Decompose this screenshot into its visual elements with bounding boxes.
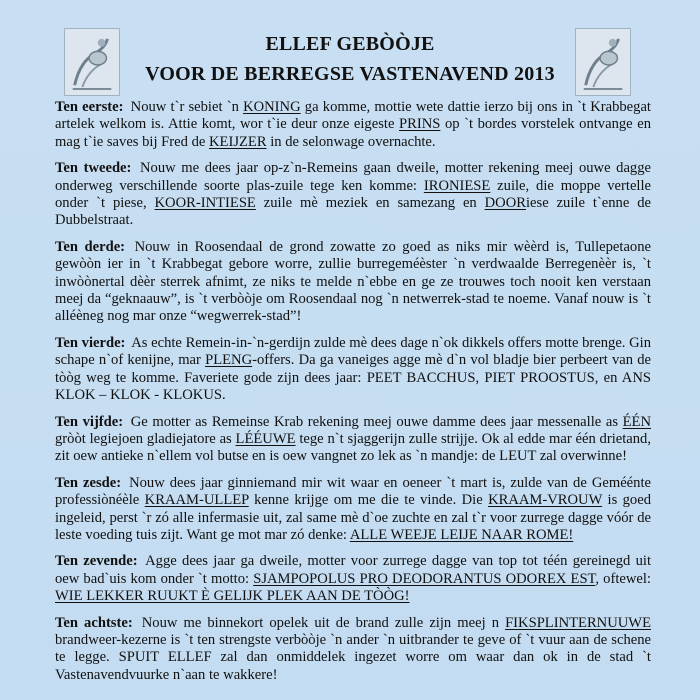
underlined-keyword: PRINS bbox=[399, 116, 441, 133]
body-text: Nouw in Roosendaal de grond zowatte zo goed as niks mir wèèrd is, Tullepetaone gewòòn ier in `t Krabbegat gebore worre, zullie burregeméèster `n verdwaalde Berregenèèr is, `t inwòònertal dèèr sterrek afnimt, ze niks te melde n`ebbe en ge ze trouwes toch nooit ken verstaan meej da “geknaauw”, is `t verbòòje om Roosendaal nog `n netwerrek-stad te noeme. Vanaf nouw is `t alléèneg nog mar onze “wegwerrek-stad”! bbox=[55, 238, 651, 325]
body-text: ga komme, mottie wete dattie ierzo bij ons in `t Krabbegat artelek welkom is. Attie komt, wor t`ie deur onze eigeste bbox=[55, 99, 651, 133]
commandment-paragraph bbox=[55, 335, 651, 405]
commandment-paragraph bbox=[55, 615, 651, 685]
underlined-keyword: KRAAM-VROUW bbox=[488, 492, 603, 509]
underlined-keyword: KRAAM-ULLEP bbox=[144, 492, 249, 509]
commandment-paragraph bbox=[55, 475, 651, 545]
body-text: in de selonwage overnachte. bbox=[266, 133, 436, 150]
commandment-heading: Ten achtste: bbox=[55, 614, 133, 631]
underlined-keyword: PLENG bbox=[205, 352, 253, 369]
underlined-keyword: LÉÉUWE bbox=[235, 430, 296, 447]
commandment-heading: Ten vierde: bbox=[55, 334, 126, 351]
body-text: Nouw t`r sebiet `n bbox=[126, 99, 244, 115]
commandment-heading: Ten zevende: bbox=[55, 553, 138, 570]
commandment-paragraph bbox=[55, 414, 651, 466]
underlined-keyword: KOOR-INTIESE bbox=[154, 195, 256, 212]
document-title: ELLEF GEBÒÒJE bbox=[265, 33, 435, 55]
commandment-heading: Ten derde: bbox=[55, 238, 126, 255]
underlined-keyword: ALLE WEEJE LEIJE NAAR ROME! bbox=[349, 526, 574, 543]
commandment-paragraph bbox=[55, 99, 651, 151]
body-text: zuile, die moppe vertelle onder `t piese, bbox=[55, 177, 652, 212]
body-text: zuile mè meziek en samezang en bbox=[255, 195, 485, 212]
commandment-paragraph bbox=[55, 553, 651, 605]
body-text: kenne krijge om me die te vinde. Die bbox=[248, 492, 489, 509]
underlined-keyword: SJAMPOPOLUS PRO DEODORANTUS ODOREX EST bbox=[253, 570, 596, 587]
body-text: tege n`t sjaggerijn zulle strijje. Ok al edde mar één drietand, zit oew antieke n`ellem vol butse en is oew vangnet zo lek as `n mandje: de LEUT zal overwinne! bbox=[55, 430, 652, 465]
commandment-heading: Ten vijfde: bbox=[55, 413, 124, 430]
document-subtitle: VOOR DE BERREGSE VASTENAVEND 2013 bbox=[145, 63, 555, 85]
underlined-keyword: WIE LEKKER RUUKT È GELIJK PLEK AAN DE TÒÒG! bbox=[55, 588, 410, 605]
commandment-heading: Ten tweede: bbox=[55, 160, 132, 177]
commandment-heading: Ten eerste: bbox=[55, 99, 124, 115]
underlined-keyword: DOOR bbox=[484, 195, 526, 212]
commandment-heading: Ten zesde: bbox=[55, 474, 122, 491]
body-text: Ge motter as Remeinse Krab rekening meej ouwe damme dees jaar messenalle as bbox=[126, 413, 623, 430]
body-text: brandweer-kezerne is `t ten strengste verbòòje `n ander `n uitbrander te geve of `t vuur aan de schene te legge. SPUIT ELLEF zal dan onmiddelek ingezet worre om waar dan ok in de stad `t Vastenavendvuurke n`aan te wakkere! bbox=[55, 631, 651, 683]
commandment-paragraph bbox=[55, 239, 651, 326]
body-text: Nouw me dees jaar op-z`n-Remeins gaan dweile, motter rekening meej ouwe dagge onderweg verschillende soorte plas-zuile tege ken komme: bbox=[55, 160, 651, 194]
underlined-keyword: KEIJZER bbox=[209, 133, 267, 150]
underlined-keyword: FIKSPLINTERNUUWE bbox=[505, 614, 651, 631]
body-text: is goed ingeleid, perst `r zó alle infermasie uit, zal same mè d`oe zuchte en zal t`r voor zurrege dagge vóór de leste voeding tuis zijt. Want ge mot mar zó denke: bbox=[55, 492, 651, 543]
underlined-keyword: ÉÉN bbox=[622, 413, 651, 430]
commandment-paragraph bbox=[55, 160, 651, 230]
underlined-keyword: IRONIESE bbox=[423, 177, 491, 194]
body-text: -offers. Da ga vaneiges agge mè d`n vol bladje bier perbeert van de tòòg weg te komme. Faveriete gode zijn dees jaar: PEET BACCHUS, PIET PROOSTUS, en ANS KLOK – KLOK - KLOKUS. bbox=[55, 352, 651, 404]
body-text: Nouw dees jaar ginniemand mir wit waar en oeneer `t mart is, zulde van de Geméénte professiònéèle bbox=[55, 474, 651, 509]
body-text: , oftewel: bbox=[595, 570, 651, 587]
body-text: Nouw me binnekort opelek uit de brand zulle zijn meej n bbox=[135, 614, 506, 631]
underlined-keyword: KONING bbox=[243, 99, 301, 115]
body-text: Agge dees jaar ga dweile, motter voor zurrege dagge van top tot téén gereinegd uit oew bad`uis kom onder `t motto: bbox=[55, 553, 652, 587]
commandments-list bbox=[55, 99, 651, 693]
body-text: As echte Remein-in-`n-gerdijn zulde mè dees dage n`ok dikkels offers motte brenge. Gin schape n`of kenijne, mar bbox=[55, 334, 651, 369]
body-text: iese zuile t`enne de Dubbelstraat. bbox=[55, 195, 651, 229]
body-text: gròòt legiejoen gladiejatore as bbox=[55, 430, 236, 447]
body-text: op `t bordes vorstelek ontvange en mag t`ie saves bij Fred de bbox=[55, 116, 651, 150]
